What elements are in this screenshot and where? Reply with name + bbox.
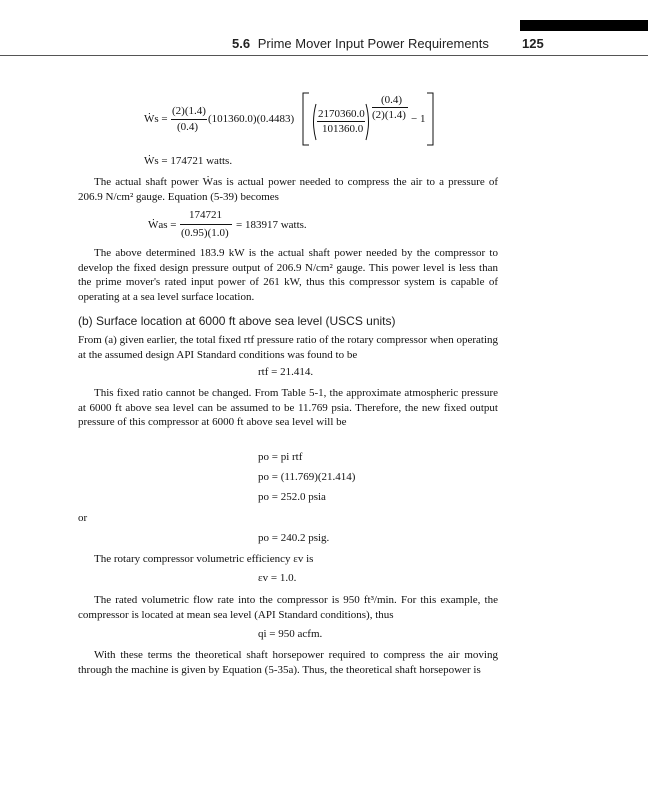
eq-ws-inner-num: 2170360.0: [318, 108, 365, 120]
page-number: 125: [522, 36, 544, 51]
eq-ws-frac1-line: [171, 119, 207, 120]
header-section-title: Prime Mover Input Power Requirements: [257, 36, 489, 51]
header-rule: [0, 55, 648, 56]
eq-ws-exp-num: (0.4): [381, 94, 403, 106]
running-header: [232, 36, 489, 51]
eq-qi: qi = 950 acfm.: [258, 628, 323, 640]
eq-ws-factor: (101360.0)(0.4483): [208, 113, 295, 125]
eq-ev: εv = 1.0.: [258, 572, 297, 584]
eq-ws-frac1-num: (2)(1.4): [172, 105, 206, 117]
eq-was-num: 174721: [189, 209, 222, 221]
eq-ws-exp-line: [372, 107, 408, 108]
eq-ws-inner-den: 101360.0: [322, 123, 364, 135]
eq-po-2: po = (11.769)(21.414): [258, 471, 356, 483]
eq-ws-right-bracket: [426, 92, 438, 146]
eq-ws-frac1-den: (0.4): [177, 121, 199, 133]
eq-ws-right-paren: [364, 103, 372, 141]
header-section-number: 5.6: [232, 36, 251, 51]
eq-po-gauge: po = 240.2 psig.: [258, 532, 330, 544]
or-label: or: [78, 512, 88, 524]
eq-ws-lhs: Ẇs =: [144, 113, 168, 125]
paragraph-shaft-power: The actual shaft power Ẇas is actual power needed to compress the air to a pressure of 206.9 N/cm² gauge. Equation (5-39) becomes: [78, 176, 498, 203]
eq-was-den: (0.95)(1.0): [181, 227, 229, 239]
paragraph-rated-flow: The rated volumetric flow rate into the compressor is 950 ft³/min. For this example, the compressor is located at mean sea level (API Standard conditions), thus: [78, 594, 498, 621]
header-black-bar: [520, 20, 648, 31]
eq-ws-inner-line: [317, 121, 365, 122]
eq-ws-result: Ẇs = 174721 watts.: [144, 155, 233, 167]
eq-po-3: po = 252.0 psia: [258, 491, 326, 503]
section-heading-b: (b) Surface location at 6000 ft above sea level (USCS units): [78, 314, 396, 328]
eq-was-line: [180, 224, 232, 225]
eq-was-rhs: = 183917 watts.: [236, 219, 307, 231]
eq-ws-minus-one: − 1: [411, 113, 426, 125]
eq-ws-exp-den: (2)(1.4): [372, 109, 406, 121]
eq-ws-left-paren: [310, 103, 318, 141]
eq-po-1: po = pi rtf: [258, 451, 303, 463]
paragraph-volumetric: The rotary compressor volumetric efficiency εv is: [94, 553, 314, 565]
paragraph-fixed-ratio: This fixed ratio cannot be changed. From Table 5-1, the approximate atmospheric pressure at 6000 ft above sea level can be assumed to be 11.769 psia. Therefore, the new fixed output pressure of this compressor at 6000 ft above sea level will be: [78, 387, 498, 429]
paragraph-from-a: From (a) given earlier, the total fixed rtf pressure ratio of the rotary compressor when operating at the assumed design API Standard conditions was found to be: [78, 334, 498, 361]
eq-rtf: rtf = 21.414.: [258, 366, 314, 378]
paragraph-determined: The above determined 183.9 kW is the actual shaft power needed by the compressor to develop the fixed design pressure output of 206.9 N/cm² gauge. This power level is less than the prime mover's rated input power of 261 kW, thus this compressor system is capable of operating at a sea level surface location.: [78, 247, 498, 303]
paragraph-with-terms: With these terms the theoretical shaft horsepower required to compress the air moving through the machine is given by Equation (5-35a). Thus, the theoretical shaft horsepower is: [78, 649, 498, 676]
eq-was-lhs: Ẇas =: [148, 219, 177, 231]
